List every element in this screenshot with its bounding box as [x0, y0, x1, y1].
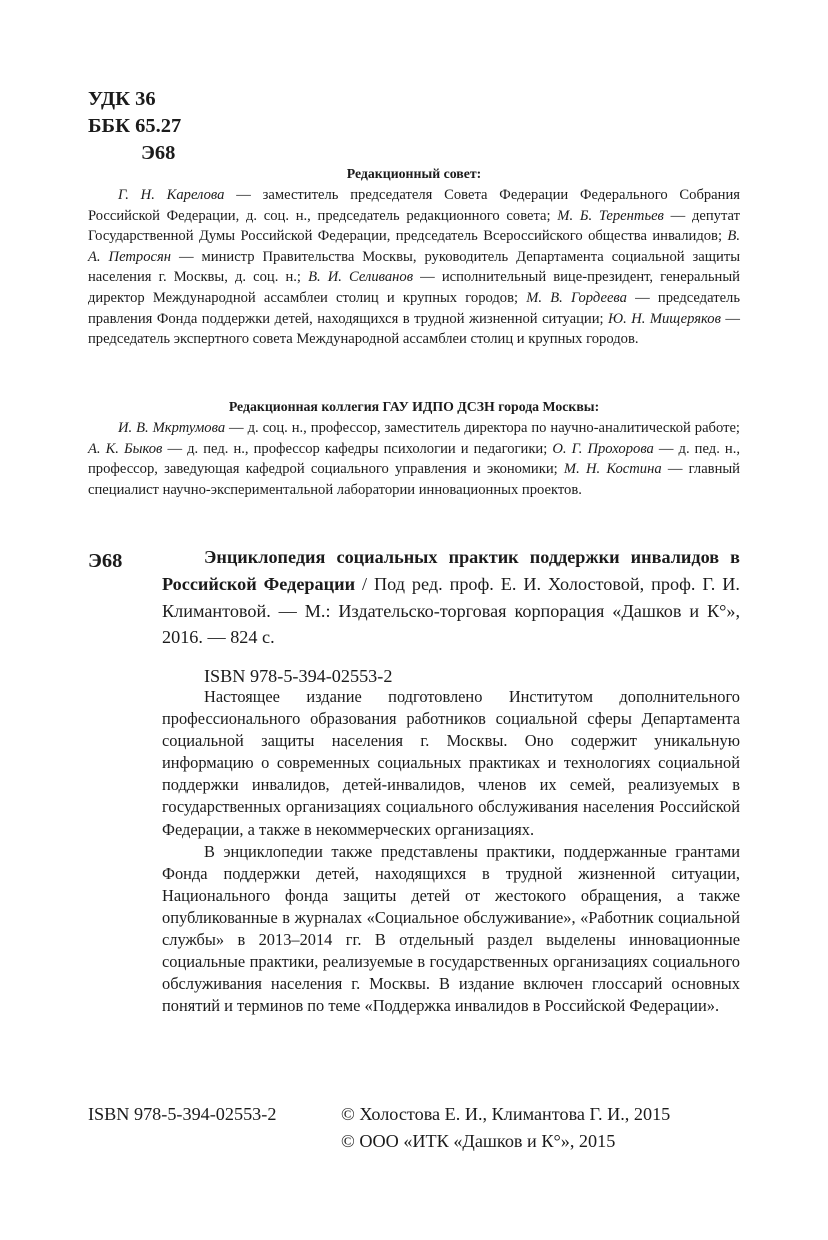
annotation: [162, 686, 740, 1017]
board-member-name: Г. Н. Карелова: [118, 187, 225, 203]
catalog-code: Э68: [88, 550, 123, 572]
college-member-role: — д. пед. н., профессор, заведующая кафедрой социального управления и экономики;: [88, 440, 741, 478]
editorial-college-title: Редакционная коллегия ГАУ ИДПО ДСЗН города Москвы:: [228, 399, 600, 414]
annotation-paragraph: В энциклопедии также представлены практики, поддержанные грантами Фонда поддержки детей, находящихся в трудной жизненной ситуации, Национального фонда защиты детей от жестокого обращения, а также опубликованные в журналах «Социальное обслуживание», «Работник социальной службы» в 2013–2014 гг. В отдельный раздел выделены инновационные социальные практики, реализуемые в государственных организациях социального обслуживания населения г. Москвы. В издание включен глоссарий основных понятий и терминов по теме «Поддержка инвалидов в Российской Федерации».: [162, 841, 740, 1016]
college-member-role: — д. соц. н., профессор, заместитель директора по научно-аналитической работе;: [225, 420, 740, 436]
copyright-line: © ООО «ИТК «Дашков и К°», 2015: [341, 1130, 616, 1151]
board-member-name: В. А. Петросян: [88, 228, 740, 265]
board-member-role: — председатель экспертного совета Международной ассамблеи столиц и крупных городов.: [88, 310, 740, 348]
annotation-paragraph: Настоящее издание подготовлено Институтом дополнительного профессионального образования работников социальной сферы Департамента социальной защиты населения г. Москвы. Оно содержит уникальную информацию о современных социальных практиках и технологиях социальной поддержки инвалидов, детей-инвалидов, членов их семей, реализуемых в государственных организациях социального обслуживания населения Российской Федерации, а также в некоммерческих организациях.: [162, 687, 740, 839]
college-member-name: М. Н. Костина: [563, 461, 662, 478]
college-member-name: О. Г. Прохорова: [552, 440, 654, 457]
editorial-board-title: Редакционный совет:: [346, 166, 482, 181]
udk-code: УДК 36: [88, 88, 156, 110]
copyright-block: [341, 1101, 670, 1154]
college-member-name: И. В. Мкртумова: [118, 420, 226, 436]
book-title: Энциклопедия социальных практик поддержки инвалидов в Российской Федерации: [162, 547, 740, 594]
board-member-role: — министр Правительства Москвы, руководитель Департамента социальной защиты населения г. Москвы, д. соц. н.;: [88, 248, 741, 286]
board-member-name: Ю. Н. Мищеряков: [608, 310, 721, 327]
board-member-role: — председатель правления Фонда поддержки детей, находящихся в трудной жизненной ситуации;: [88, 289, 740, 327]
board-member-name: М. В. Гордеева: [526, 289, 627, 306]
editorial-board-list: [88, 185, 740, 350]
copyright-line: © Холостова Е. И., Климантова Г. И., 2015: [341, 1104, 671, 1124]
author-sign: Э68: [141, 142, 176, 164]
footer-isbn: ISBN 978-5-394-02553-2: [88, 1104, 277, 1124]
bbk-code: ББК 65.27: [88, 115, 182, 137]
editorial-college-list: [88, 418, 740, 500]
classification-codes: [88, 86, 181, 167]
college-member-role: — главный специалист научно-экспериментальной лаборатории инновационных проектов.: [88, 461, 740, 498]
board-member-role: — исполнительный вице-президент, генеральный директор Международной ассамблеи столиц и крупных городов;: [88, 269, 740, 306]
bibliographic-entry: [162, 544, 740, 651]
college-member-name: А. К. Быков: [88, 440, 163, 457]
college-member-role: — д. пед. н., профессор кафедры психологии и педагогики;: [162, 440, 553, 457]
board-member-role: — заместитель председателя Совета Федерации Федерального Собрания Российской Федерации, д. соц. н., председатель редакционного совета;: [88, 187, 740, 224]
isbn-number: ISBN 978-5-394-02553-2: [204, 666, 393, 686]
board-member-role: — депутат Государственной Думы Российской Федерации, председатель Всероссийского общества инвалидов;: [88, 207, 741, 245]
board-member-name: В. И. Селиванов: [308, 269, 414, 286]
board-member-name: М. Б. Терентьев: [557, 207, 664, 224]
bibliographic-details: / Под ред. проф. Е. И. Холостовой, проф. Г. И. Климантовой. — М.: Издательско-торговая корпорация «Дашков и К°», 2016. — 824 с.: [162, 573, 740, 648]
